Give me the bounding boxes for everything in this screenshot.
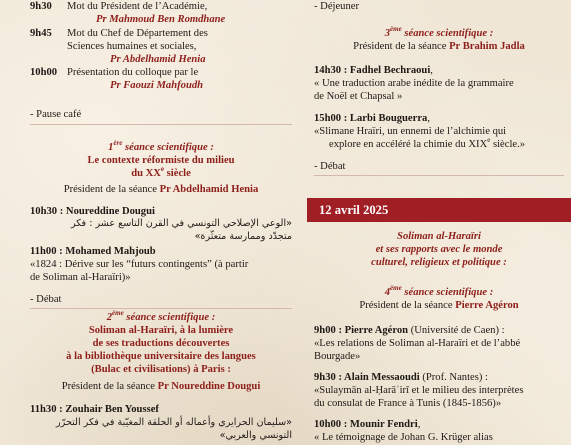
session-title: Le contexte réformiste du milieu	[87, 155, 235, 166]
day-theme: Soliman al-Haraïri	[397, 231, 481, 242]
session-president: Président de la séance Pr Noureddine Dougui	[61, 381, 261, 392]
divider	[30, 308, 292, 309]
talk-title: du consulat de France à Tunis (1845-1856)»	[314, 398, 502, 409]
speaker-name: Pr Abdelhamid Henia	[110, 54, 206, 65]
talk-title: explore en accéléré la chimie du XIXe siècle.»	[329, 136, 526, 150]
talk-heading: 15h00 : Larbi Bouguerra,	[314, 113, 430, 124]
session-president: Président de la séance Pierre Agéron	[359, 300, 519, 311]
talk-title: «سليمان الحرايري وأعماله أو الحلقة المغيّبة في فكر التحرّر	[56, 417, 292, 428]
opening-desc: Sciences humaines et sociales,	[67, 41, 197, 52]
session-heading: 3ème séance scientifique :	[384, 25, 494, 39]
talk-title: متجدّد وممارسة متعثّرة»	[194, 231, 292, 242]
divider	[314, 175, 564, 176]
session-title: Soliman al-Haraïri, à la lumière	[88, 325, 234, 336]
talk-title: «Sulaymān al-Ḥarāʾirī et le milieu des interprètes	[314, 385, 524, 396]
session-president: Président de la séance Pr Brahim Jadla	[353, 41, 525, 52]
pause-cafe: - Pause café	[30, 109, 82, 120]
talk-heading: 9h30 : Alain Messaoudi (Prof. Nantes) :	[314, 372, 488, 383]
time-9h45: 9h45	[30, 28, 52, 39]
opening-desc: Présentation du colloque par le	[67, 67, 199, 78]
talk-heading: 10h30 : Noureddine Dougui	[30, 206, 155, 217]
session-title: de ses traductions découvertes	[92, 338, 230, 349]
session-heading: 4ème séance scientifique :	[384, 284, 494, 298]
opening-desc: Mot du Président de l’Académie,	[67, 1, 208, 12]
talk-title: de Soliman al-Haraïri)»	[30, 272, 131, 283]
speaker-name: Pr Faouzi Mahfoudh	[110, 80, 204, 91]
session-title: à la bibliothèque universitaire des langues	[66, 351, 256, 362]
talk-heading: 11h00 : Mohamed Mahjoub	[30, 246, 156, 257]
talk-title: de Noël et Chapsal »	[314, 91, 403, 102]
session-title: du XXe siècle	[131, 165, 191, 179]
debat: - Débat	[314, 161, 346, 172]
talk-title: «Slimane Hraïri, un ennemi de l’alchimie qui	[314, 126, 507, 137]
date-label: 12 avril 2025	[319, 203, 389, 217]
debat: - Débat	[30, 294, 62, 305]
talk-title: «1824 : Dérive sur les “futurs contingents” (à partir	[30, 259, 249, 270]
dejeuner: - Déjeuner	[314, 1, 359, 12]
day-theme: culturel, religieux et politique :	[371, 257, 507, 268]
opening-desc: Mot du Chef de Département des	[67, 28, 208, 39]
talk-heading: 10h00 : Mounir Fendri,	[314, 419, 421, 430]
talk-title: Bourgade»	[314, 351, 361, 362]
talk-title: «Les relations de Soliman al-Haraïri et de l’abbé	[314, 338, 521, 349]
talk-title: « Une traduction arabe inédite de la grammaire	[314, 78, 514, 89]
talk-heading: 11h30 : Zouhair Ben Youssef	[30, 404, 159, 415]
talk-title: « Le témoignage de Johan G. Krüger alias	[314, 432, 493, 443]
session-president: Président de la séance Pr Abdelhamid Henia	[63, 184, 259, 195]
divider	[30, 124, 292, 125]
session-heading: 1ère séance scientifique :	[108, 139, 214, 153]
session-heading: 2ème séance scientifique :	[106, 309, 216, 323]
talk-title: «الوعي الإصلاحي التونسي في القرن التاسع عشر : فكر	[70, 218, 292, 229]
talk-title: التونسي والعربي»	[219, 430, 292, 441]
time-10h00: 10h00	[30, 67, 58, 78]
time-9h30: 9h30	[30, 1, 52, 12]
talk-heading: 9h00 : Pierre Agéron (Université de Caen) :	[314, 325, 505, 336]
day-theme: et ses rapports avec le monde	[375, 244, 503, 255]
speaker-name: Pr Mahmoud Ben Romdhane	[96, 14, 226, 25]
session-title: (Bulac et civilisations) à Paris :	[91, 364, 231, 375]
talk-heading: 14h30 : Fadhel Bechraoui,	[314, 65, 433, 76]
date-band	[307, 198, 571, 222]
